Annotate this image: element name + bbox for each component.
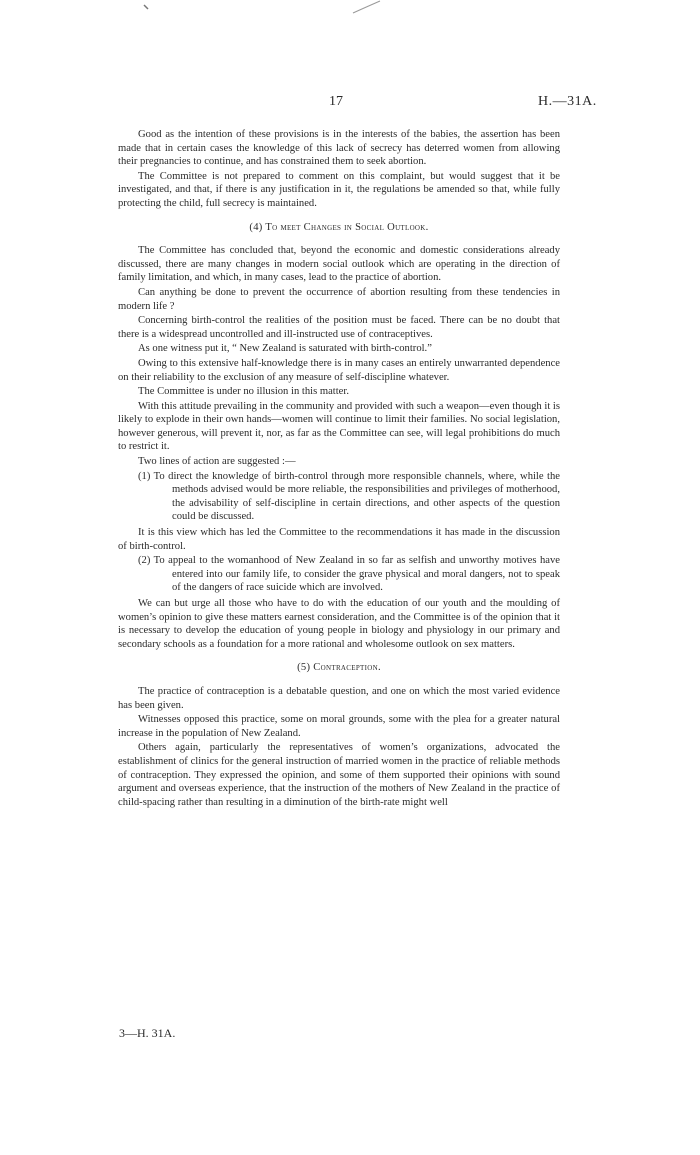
paragraph: We can but urge all those who have to do with the education of our youth and the moulding of women’s opinion to give these matters earnest consideration, and the Committee is of the opinion that it is necessary to develop the education of young people in biology and physiology in our primary and secondary schools as a foundation for a more rational and wholesome outlook on sex matters. xyxy=(118,598,560,650)
scan-pen-stroke xyxy=(352,0,382,14)
paragraph: Owing to this extensive half-knowledge there is in many cases an entirely unwarranted dependence on their reliability to the exclusion of any measure of self-discipline whatever. xyxy=(118,357,560,383)
paragraph: The Committee has concluded that, beyond the economic and domestic considerations already discussed, there are many changes in modern social outlook which are operating in the direction of family limitation, and which, in many cases, lead to the practice of abortion. xyxy=(118,245,560,284)
paragraph: Can anything be done to prevent the occurrence of abortion resulting from these tendencies in modern life ? xyxy=(118,286,560,312)
body-text xyxy=(118,128,560,810)
paragraph: Two lines of action are suggested :— xyxy=(138,456,296,468)
document-reference: H.—31A. xyxy=(538,94,597,109)
paragraph: Witnesses opposed this practice, some on moral grounds, some with the plea for a greater natural increase in the population of New Zealand. xyxy=(118,714,560,739)
paragraph: The Committee is under no illusion in this matter. xyxy=(138,386,349,398)
sheet-signature: 3—H. 31A. xyxy=(119,1026,176,1040)
paragraph: As one witness put it, “ New Zealand is saturated with birth-control.” xyxy=(138,343,432,355)
paragraph: With this attitude prevailing in the community and provided with such a weapon—even though it is likely to explode in their own hands—women will continue to limit their families. No social legislation, however generous, will prevent it, nor, as far as the Committee can see, will legal prohibitions do much to restrict it. xyxy=(118,400,560,453)
scan-speck xyxy=(143,4,151,12)
paragraph: The Committee is not prepared to comment on this complaint, but would suggest that it be investigated, and that, if there is any justification in it, the regulations be amended so that, while fully protecting the child, full secrecy is maintained. xyxy=(118,170,560,209)
list-item: (2) To appeal to the womanhood of New Zealand in so far as selfish and unworthy motives have entered into our family life, to consider the grave physical and moral dangers, not to speak of the dangers of race suicide which are involved. xyxy=(138,555,560,594)
list-item: (1) To direct the knowledge of birth-control through more responsible channels, where, while the methods advised would be more reliable, the responsibilities and privileges of motherhood, the advisability of self-discipline in certain directions, and other aspects of the question could be discussed. xyxy=(138,470,560,523)
paragraph: Others again, particularly the representatives of women’s organizations, advocated the establishment of clinics for the general instruction of married women in the practice of reliable methods of contraception. They expressed the opinion, and some of them supported their opinions with sound argument and overseas experience, that the instruction of the mothers of New Zealand in the practice of child-spacing rather than resulting in a diminution of the birth-rate might well xyxy=(118,742,560,808)
paragraph: It is this view which has led the Committee to the recommendations it has made in the discussion of birth-control. xyxy=(118,527,560,552)
section-heading: (5) Contraception. xyxy=(297,662,381,674)
section-heading: (4) To meet Changes in Social Outlook. xyxy=(249,221,429,233)
paragraph: The practice of contraception is a debatable question, and one on which the most varied evidence has been given. xyxy=(118,685,560,711)
paragraph: Good as the intention of these provisions is in the interests of the babies, the assertion has been made that in certain cases the knowledge of this lack of secrecy has deterred women from allowing their pregnancies to continue, and has constrained them to seek abortion. xyxy=(118,129,560,168)
page-number: 17 xyxy=(329,94,343,109)
paragraph: Concerning birth-control the realities of the position must be faced. There can be no doubt that there is a widespread uncontrolled and ill-instructed use of contraceptives. xyxy=(118,315,560,340)
